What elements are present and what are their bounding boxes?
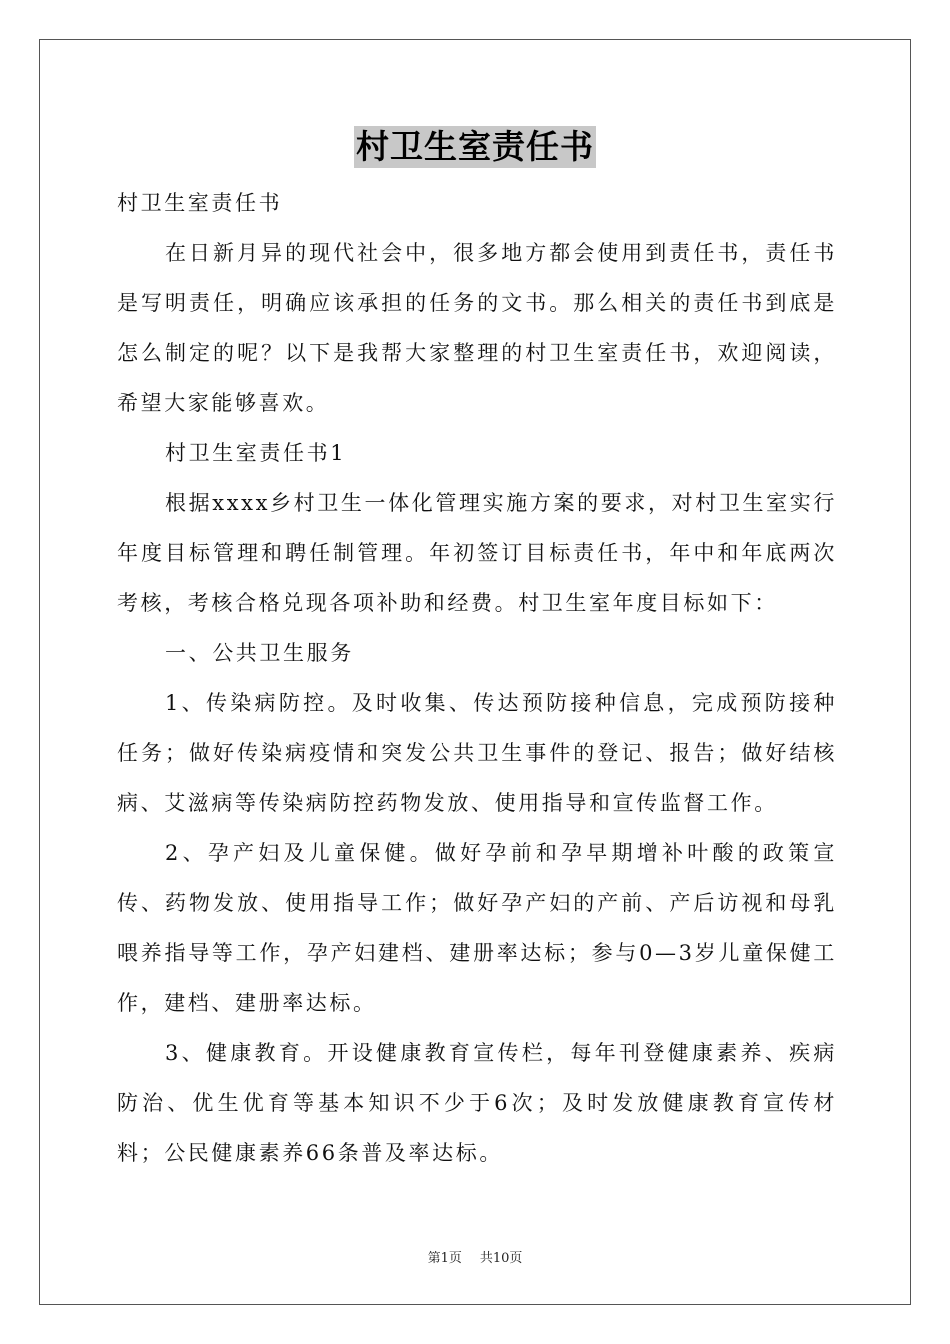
paragraph: 1、传染病防控。及时收集、传达预防接种信息，完成预防接种任务；做好传染病疫情和突发公共卫生事件的登记、报告；做好结核病、艾滋病等传染病防控药物发放、使用指导和宣传监督工作。	[117, 691, 837, 815]
section-heading: 一、公共卫生服务	[165, 641, 354, 665]
paragraph: 村卫生室责任书1	[165, 441, 347, 465]
document-body	[117, 178, 837, 1178]
page-number: 第1页	[427, 1251, 462, 1266]
paragraph: 3、健康教育。开设健康教育宣传栏，每年刊登健康素养、疾病防治、优生优育等基本知识不少于6次；及时发放健康教育宣传材料；公民健康素养66条普及率达标。	[117, 1041, 837, 1165]
paragraph: 2、孕产妇及儿童保健。做好孕前和孕早期增补叶酸的政策宣传、药物发放、使用指导工作；做好孕产妇的产前、产后访视和母乳喂养指导等工作，孕产妇建档、建册率达标；参与0—3岁儿童保健工作，建档、建册率达标。	[117, 841, 837, 1015]
document-title: 村卫生室责任书	[356, 127, 594, 166]
paragraph: 村卫生室责任书	[117, 191, 283, 215]
page-footer	[0, 1247, 950, 1266]
page-total: 共10页	[479, 1251, 523, 1266]
paragraph: 根据xxxx乡村卫生一体化管理实施方案的要求，对村卫生室实行年度目标管理和聘任制管理。年初签订目标责任书，年中和年底两次考核，考核合格兑现各项补助和经费。村卫生室年度目标如下：	[117, 491, 837, 615]
paragraph: 在日新月异的现代社会中，很多地方都会使用到责任书，责任书是写明责任，明确应该承担的任务的文书。那么相关的责任书到底是怎么制定的呢？以下是我帮大家整理的村卫生室责任书，欢迎阅读，希望大家能够喜欢。	[117, 241, 837, 415]
title-area	[0, 126, 950, 168]
